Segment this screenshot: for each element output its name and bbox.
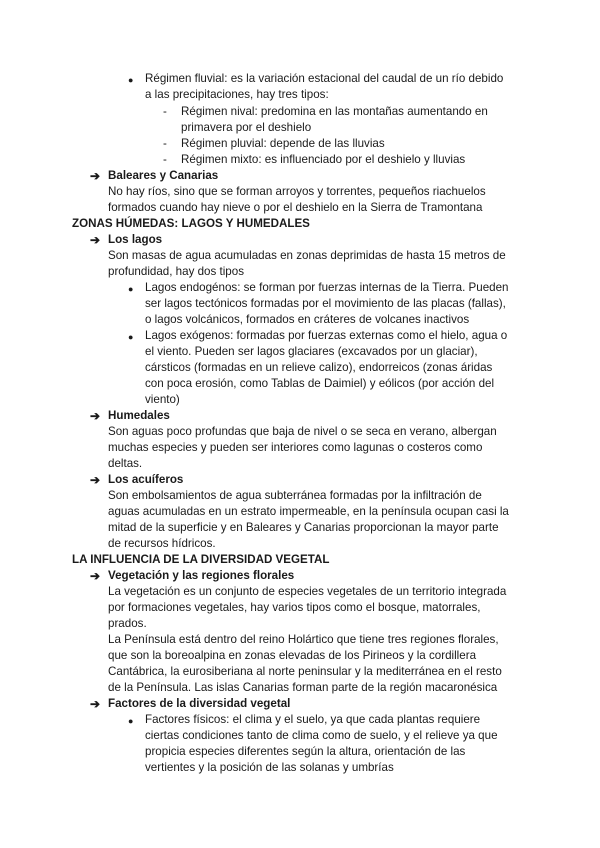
bullet-line: Factores físicos: el clima y el suelo, ya que cada plantas requiere [145, 713, 481, 726]
bullet-line: o lagos volcánicos, formados en cráteres de volcanes inactivos [145, 313, 470, 326]
section-heading: Los lagos [108, 233, 163, 246]
body-line: Son aguas poco profundas que baja de nivel o se seca en verano, albergan [108, 425, 497, 438]
body-line: Cantábrica, la eurosiberiana al norte peninsular y la mediterránea en el resto [108, 665, 502, 678]
dash-marker: - [163, 137, 167, 150]
bullet-dot: ● [128, 332, 134, 342]
fluvial-line: a las precipitaciones, hay tres tipos: [145, 88, 329, 101]
section-heading: Los acuíferos [108, 473, 184, 486]
body-line: formados cuando hay nieve o por el deshielo en la Sierra de Tramontana [108, 201, 483, 214]
bullet-line: el viento. Pueden ser lagos glaciares (excavados por un glaciar), [145, 345, 478, 358]
section-heading: Baleares y Canarias [108, 169, 219, 182]
bullet-line: cársticos (formadas en un relieve calizo), endorreicos (zonas áridas [145, 361, 493, 374]
subtype-line: primavera por el deshielo [181, 121, 312, 134]
body-line: La Península está dentro del reino Holártico que tiene tres regiones florales, [108, 633, 499, 646]
bullet-dot: ● [128, 284, 134, 294]
subtype-line: Régimen pluvial: depende de las lluvias [181, 137, 385, 150]
dash-marker: - [163, 105, 167, 118]
body-line: Son embolsamientos de agua subterránea formadas por la infiltración de [108, 489, 482, 502]
arrow-icon: ➔ [90, 569, 101, 583]
chapter-heading: LA INFLUENCIA DE LA DIVERSIDAD VEGETAL [72, 553, 330, 566]
section-heading: Factores de la diversidad vegetal [108, 697, 291, 710]
body-line: prados. [108, 617, 147, 630]
chapter-heading: ZONAS HÚMEDAS: LAGOS Y HUMEDALES [72, 217, 310, 230]
bullet-line: viento) [145, 393, 180, 406]
bullet-line: ciertas condiciones tanto de clima como de suelo, y el relieve ya que [145, 729, 498, 742]
section-heading: Humedales [108, 409, 170, 422]
body-line: profundidad, hay dos tipos [108, 265, 245, 278]
arrow-icon: ➔ [90, 697, 101, 711]
arrow-icon: ➔ [90, 473, 101, 487]
subtype-line: Régimen mixto: es influenciado por el deshielo y lluvias [181, 153, 466, 166]
bullet-dot: ● [128, 75, 134, 85]
body-line: No hay ríos, sino que se forman arroyos y torrentes, pequeños riachuelos [108, 185, 486, 198]
bullet-line: Lagos exógenos: formadas por fuerzas externas como el hielo, agua o [145, 329, 508, 342]
section-heading: Vegetación y las regiones florales [108, 569, 295, 582]
subtype-line: Régimen nival: predomina en las montañas aumentando en [181, 105, 488, 118]
dash-marker: - [163, 153, 167, 166]
body-line: mitad de la superficie y en Baleares y Canarias proporcionan la mayor parte [108, 521, 499, 534]
arrow-icon: ➔ [90, 409, 101, 423]
body-line: aguas acumuladas en un estrato impermeable, en la península ocupan casi la [108, 505, 509, 518]
arrow-icon: ➔ [90, 233, 101, 247]
body-line: La vegetación es un conjunto de especies vegetales de un territorio integrada [108, 585, 507, 598]
bullet-line: Lagos endogénos: se forman por fuerzas internas de la Tierra. Pueden [145, 281, 509, 294]
body-line: de la Península. Las islas Canarias forman parte de la región macaronésica [108, 681, 498, 694]
bullet-line: ser lagos tectónicos formadas por el movimiento de las placas (fallas), [145, 297, 506, 310]
bullet-dot: ● [128, 716, 134, 726]
body-line: que son la boreoalpina en zonas elevadas de los Pirineos y la cordillera [108, 649, 477, 662]
fluvial-line: Régimen fluvial: es la variación estacional del caudal de un río debido [145, 72, 504, 85]
arrow-icon: ➔ [90, 169, 101, 183]
bullet-line: propicia especies diferentes según la altura, orientación de las [145, 745, 466, 758]
body-line: Son masas de agua acumuladas en zonas deprimidas de hasta 15 metros de [108, 249, 506, 262]
body-line: deltas. [108, 457, 143, 470]
body-line: por formaciones vegetales, hay varios tipos como el bosque, matorrales, [108, 601, 481, 614]
body-line: muchas especies y pueden ser interiores como lagunas o costeros como [108, 441, 483, 454]
bullet-line: vertientes y la posición de las solanas y umbrías [145, 761, 394, 774]
bullet-line: con poca erosión, como Tablas de Daimiel) y eólicos (por acción del [145, 377, 495, 390]
body-line: de recursos hídricos. [108, 537, 216, 550]
